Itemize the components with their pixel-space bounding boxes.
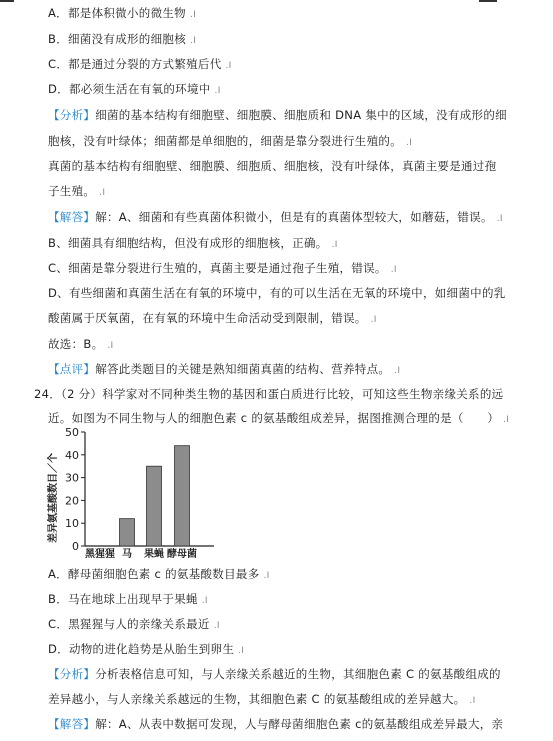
q24-analysis-line-1: 【分析】分析表格信息可知，与人亲缘关系越近的生物，其细胞色素 C 的氨基酸组成的 — [48, 667, 501, 681]
y-tick-label-0: 0 — [72, 540, 79, 553]
option-a: A．都是体积微小的微生物 .I — [48, 6, 197, 20]
analysis-line-4: 子生殖。 .I — [48, 184, 106, 198]
answer-line-2: B、细菌具有细胞结构，但没有成形的细胞核，正确。 .I — [48, 236, 338, 250]
analysis-tag: 【分析】 — [48, 108, 96, 122]
question-24-line-2: 近。如图为不同生物与人的细胞色素 c 的氨基酸组成差异，据图推测合理的是（ ） .I — [48, 411, 510, 425]
bar-1 — [120, 519, 135, 546]
q24-answer-line-1: 【解答】解：A、从表中数据可发现，人与酵母菌细胞色素 c的氨基酸组成差异最大，亲 — [48, 717, 504, 731]
question-24-line-1: 24．（2 分）科学家对不同种类生物的基因和蛋白质进行比较，可知这些生物亲缘关系的远 — [34, 387, 504, 401]
answer-line-4: D、有些细菌和真菌生活在有氧的环境中，有的可以生活在无氧的环境中，如细菌中的乳 — [48, 286, 506, 300]
answer-tag: 【解答】 — [48, 210, 96, 224]
q24-option-c: C．黑猩猩与人的亲缘关系最近 .I — [48, 617, 220, 631]
q24-option-b: B．马在地球上出现早于果蝇 .I — [48, 592, 208, 606]
analysis-line-1: 【分析】细菌的基本结构有细胞壁、细胞膜、细胞质和 DNA 集中的区域，没有成形的细 — [48, 108, 507, 122]
analysis-line-2: 胞核，没有叶绿体；细菌都是单细胞的，细菌是靠分裂进行生殖的。 .I — [48, 134, 413, 148]
x-tick-label-1: 马 — [122, 549, 132, 560]
x-tick-label-3: 酵母菌 — [167, 549, 197, 560]
answer-line-3: C、细菌是靠分裂进行生殖的，真菌主要是通过孢子生殖，错误。 .I — [48, 261, 397, 275]
top-rule-left — [0, 0, 14, 2]
option-b: B．细菌没有成形的细胞核 .I — [48, 32, 197, 46]
chart-ylabel: 差异氨基酸数目／个 — [48, 453, 59, 543]
q24-option-d: D．动物的进化趋势是从胎生到卵生 .I — [48, 642, 245, 656]
y-tick-label-1: 10 — [65, 517, 79, 531]
x-tick-label-2: 果蝇 — [144, 549, 164, 560]
y-tick-label-3: 30 — [65, 471, 79, 485]
q24-analysis-tag: 【分析】 — [48, 667, 96, 681]
option-c: C．都是通过分裂的方式繁殖后代 .I — [48, 57, 232, 71]
option-d: D．都必须生活在有氧的环境中 .I — [48, 82, 221, 96]
bar-2 — [147, 466, 162, 546]
answer-line-6: 故选：B。 .I — [48, 337, 114, 351]
comment-line: 【点评】解答此类题目的关键是熟知细菌真菌的结构、营养特点。 .I — [48, 362, 401, 376]
x-tick-label-0: 黑猩猩 — [85, 549, 115, 560]
comment-tag: 【点评】 — [48, 362, 96, 376]
q24-option-a: A．酵母菌细胞色素 c 的氨基酸数目最多 .I — [48, 567, 270, 581]
bar-chart — [44, 424, 224, 564]
y-tick-label-2: 20 — [65, 494, 79, 508]
answer-line-5: 酸菌属于厌氧菌，在有氧的环境中生命活动受到限制，错误。 .I — [48, 311, 377, 325]
bar-3 — [175, 446, 190, 546]
q24-answer-tag: 【解答】 — [48, 717, 96, 731]
answer-line-1: 【解答】解：A、细菌和有些真菌体积微小，但是有的真菌体型较大，如蘑菇，错误。 .I — [48, 210, 503, 224]
q24-analysis-line-2: 差异越小，与人亲缘关系越远的生物，其细胞色素 C 的氨基酸组成的差异越大。 .I — [48, 692, 476, 706]
y-tick-label-4: 40 — [65, 448, 79, 462]
analysis-line-3: 真菌的基本结构有细胞壁、细胞膜、细胞质、细胞核，没有叶绿体，真菌主要是通过孢 — [48, 159, 497, 173]
y-tick-label-5: 50 — [65, 426, 79, 439]
top-rule-right — [479, 0, 497, 2]
